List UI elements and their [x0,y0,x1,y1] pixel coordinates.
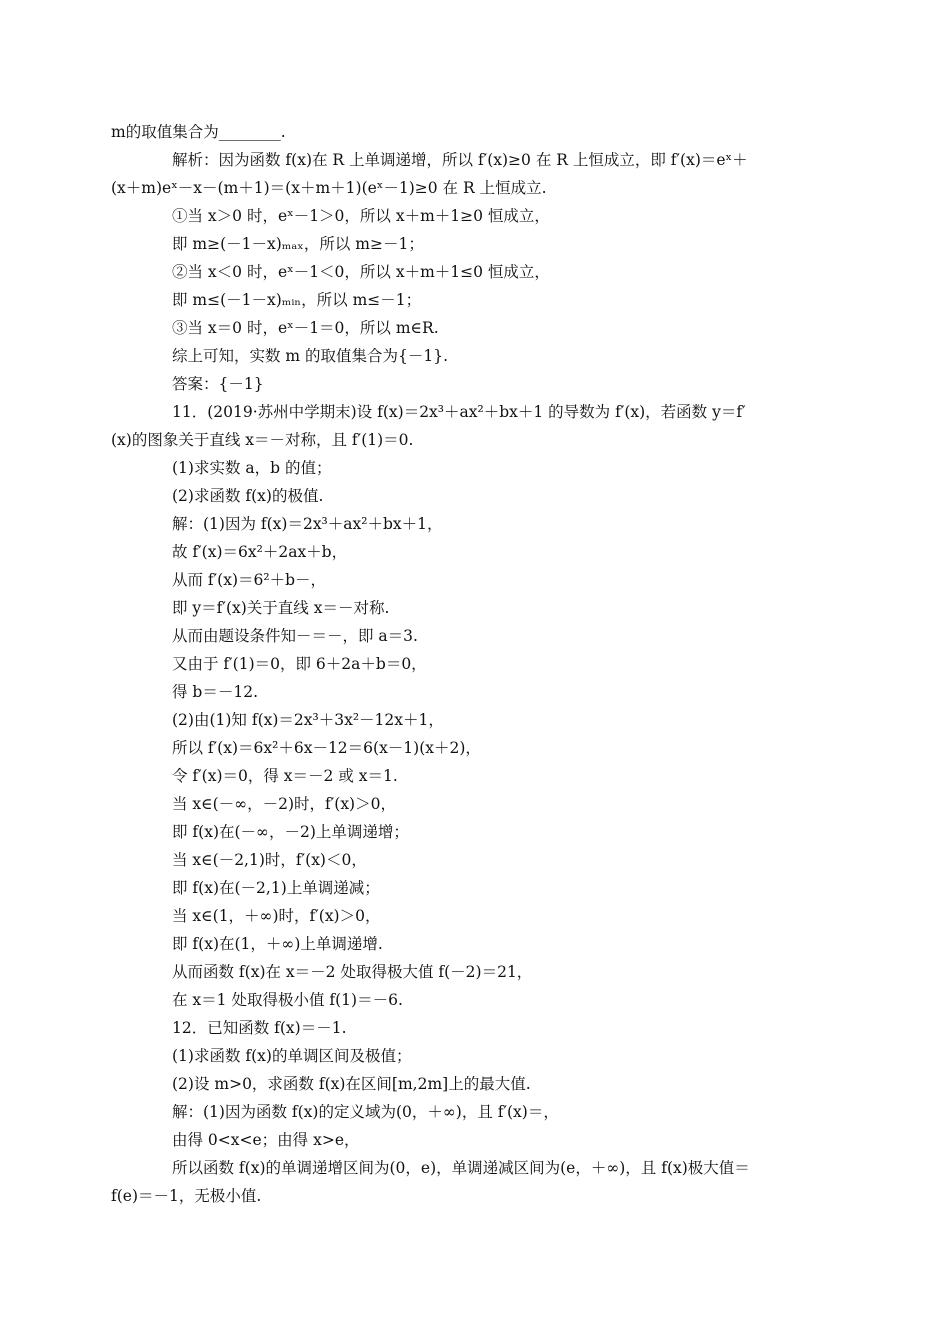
text-line: 由得 0<x<e；由得 x>e， [172,1131,360,1149]
sub-question-1: (1)求实数 a，b 的值； [172,459,332,477]
text-line: 得 b＝－12. [172,683,258,701]
text-line: 即 y＝f′(x)关于直线 x＝－对称. [172,599,390,617]
text-line: f(e)＝－1，无极小值. [111,1187,262,1205]
text-line: 令 f′(x)＝0，得 x＝－2 或 x＝1. [172,767,398,785]
sub-question-1: (1)求函数 f(x)的单调区间及极值； [172,1047,412,1065]
text-line: 当 x∈(－∞，－2)时，f′(x)＞0， [172,795,396,813]
problem-11-line: 11．(2019·苏州中学期末)设 f(x)＝2x³＋ax²＋bx＋1 的导数为 f′(x)，若函数 y＝f′ [172,403,746,421]
sub-question-2: (2)设 m>0，求函数 f(x)在区间[m,2m]上的最大值. [172,1075,531,1093]
case-3-line: ③当 x＝0 时，eˣ－1＝0，所以 m∈R. [172,319,439,337]
case-2-line: ②当 x＜0 时，eˣ－1＜0，所以 x＋m＋1≤0 恒成立， [172,263,550,281]
analysis-line: 解析：因为函数 f(x)在 R 上单调递增，所以 f′(x)≥0 在 R 上恒成立，即 f′(x)＝eˣ＋ [172,151,748,169]
text-line: 在 x＝1 处取得极小值 f(1)＝－6. [172,991,403,1009]
text-line: 当 x∈(－2,1)时，f′(x)＜0， [172,851,367,869]
text-line: 从而函数 f(x)在 x＝－2 处取得极大值 f(－2)＝21， [172,963,533,981]
text-line: 即 f(x)在(－∞，－2)上单调递增； [172,823,409,841]
answer-blank-line: m的取值集合为________. [111,123,286,141]
text-line: 所以函数 f(x)的单调递增区间为(0，e)，单调递减区间为(e，＋∞)，且 f(x)极大值＝ [172,1159,750,1177]
text-line: 故 f′(x)＝6x²＋2ax＋b， [172,543,348,561]
answer-line: 答案：{－1} [172,375,264,393]
text-line: 所以 f′(x)＝6x²＋6x－12＝6(x－1)(x＋2)， [172,739,481,757]
conclusion-line: 综上可知，实数 m 的取值集合为{－1}. [172,347,449,365]
text-line: 从而由题设条件知－＝－，即 a＝3. [172,627,418,645]
text-line: 即 m≤(－1－x)ₘᵢₙ，所以 m≤－1； [172,291,422,309]
sub-question-2: (2)求函数 f(x)的极值. [172,487,324,505]
problem-12-line: 12．已知函数 f(x)＝－1. [172,1019,347,1037]
solution-line: 解：(1)因为函数 f(x)的定义域为(0，＋∞)，且 f′(x)＝， [172,1103,559,1121]
solution-line: 解：(1)因为 f(x)＝2x³＋ax²＋bx＋1， [172,515,443,533]
text-line: 即 f(x)在(－2,1)上单调递减； [172,879,380,897]
text-line: 又由于 f′(1)＝0，即 6＋2a＋b＝0， [172,655,427,673]
case-1-line: ①当 x＞0 时，eˣ－1＞0，所以 x＋m＋1≥0 恒成立， [172,207,550,225]
text-line: (x＋m)eˣ－x－(m＋1)＝(x＋m＋1)(eˣ－1)≥0 在 R 上恒成立. [111,179,547,197]
text-line: 即 m≥(－1－x)ₘₐₓ，所以 m≥－1； [172,235,424,253]
text-line: (x)的图象关于直线 x＝－对称，且 f′(1)＝0. [111,431,414,449]
text-line: (2)由(1)知 f(x)＝2x³＋3x²－12x＋1， [172,711,444,729]
text-line: 当 x∈(1，＋∞)时，f′(x)＞0， [172,907,381,925]
text-line: 即 f(x)在(1，＋∞)上单调递增. [172,935,383,953]
text-line: 从而 f′(x)＝6²＋b－， [172,571,327,589]
